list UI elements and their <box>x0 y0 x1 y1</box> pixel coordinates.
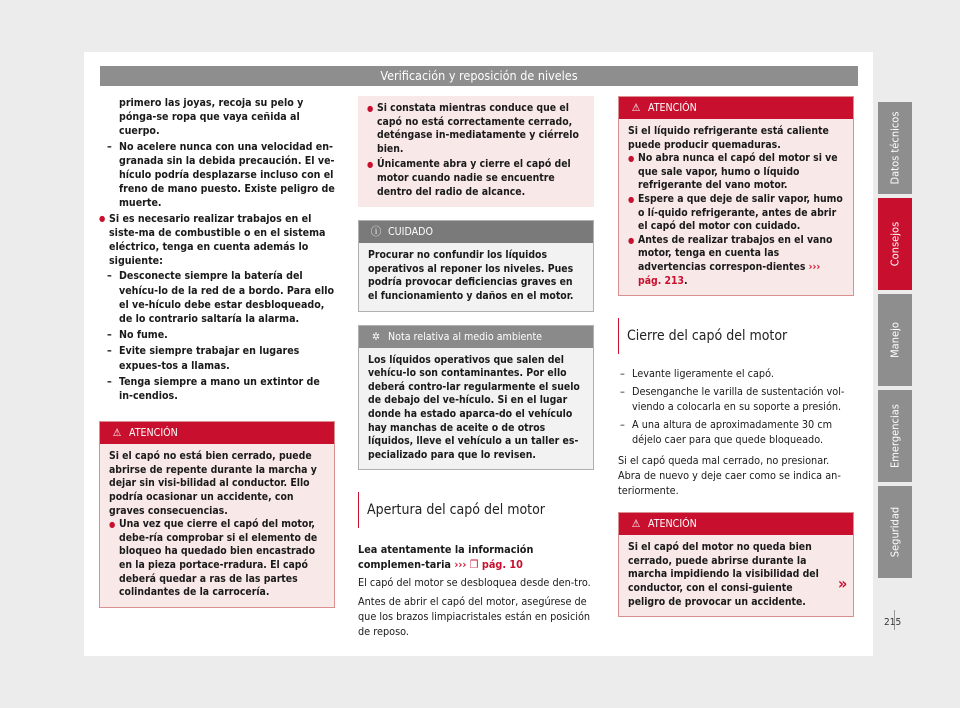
list-item: – A una altura de aproximadamente 30 cm déjelo caer para que quede bloqueado. <box>618 417 854 447</box>
lead-paragraph <box>358 542 594 572</box>
list-item: ● Si es necesario realizar trabajos en el siste-ma de combustible o en el sistema eléctrico, tenga en cuenta además lo siguiente: <box>99 212 335 269</box>
list-item-text: Antes de realizar trabajos en el vano motor, tenga en cuenta las advertencias correspon-dientes <box>638 233 833 273</box>
warning-title: ATENCIÓN <box>648 102 697 114</box>
list-item: ● Antes de realizar trabajos en el vano motor, tenga en cuenta las advertencias correspon-dientes ››› pág. 213. <box>628 234 844 288</box>
warning-text: Si el líquido refrigerante está caliente puede producir quemaduras. <box>628 125 829 151</box>
arrow-icon: ››› <box>808 260 821 273</box>
column-1 <box>99 96 335 608</box>
section-title: Apertura del capó del motor <box>367 502 545 519</box>
column-3 <box>618 96 854 617</box>
environment-header <box>359 326 593 348</box>
paragraph: Si el capó queda mal cerrado, no presionar. Abra de nuevo y deje caer como se indica an-teriormente. <box>618 454 841 498</box>
warning-body <box>619 119 853 295</box>
environment-body: Los líquidos operativos que salen del vehícu-lo son contaminantes. Por ello deberá contro-lar regularmente el suelo de debajo del ve-hículo. Si en el lugar donde ha estado aparca-do el vehículo hay manchas de aceite o de otros líquidos, lleve el vehículo a un taller es-pecializado para que lo revisen. <box>368 353 580 461</box>
caution-header <box>359 221 593 243</box>
page-header: Verificación y reposición de niveles <box>100 66 858 86</box>
list-item: – Evite siempre trabajar en lugares expues-tos a llamas. <box>99 344 335 372</box>
list-item: ● Espere a que deje de salir vapor, humo o lí-quido refrigerante, antes de abrir el capó del motor con cuidado. <box>628 193 844 234</box>
tab-label: Datos técnicos <box>888 111 902 185</box>
list-item: – Desenganche le varilla de sustentación vol-viendo a colocarla en su soporte a presión. <box>618 384 854 414</box>
book-icon: ❐ <box>469 558 479 572</box>
list-item: – Levante ligeramente el capó. <box>618 366 854 381</box>
section-title: Cierre del capó del motor <box>627 328 788 345</box>
warning-icon: ⚠ <box>631 518 641 531</box>
list-item: ● Si constata mientras conduce que el capó no está correctamente cerrado, deténgase in-mediatamente y ciérrelo bien. <box>367 102 585 156</box>
tab-emergencias[interactable] <box>878 390 912 482</box>
warning-box <box>99 421 335 608</box>
warning-title: ATENCIÓN <box>648 518 697 531</box>
tab-consejos[interactable] <box>878 198 912 290</box>
arrow-icon: ››› <box>454 558 467 572</box>
page-number: 215 <box>884 617 902 628</box>
list-item: ● Una vez que cierre el capó del motor, debe-ría comprobar si el elemento de bloqueo ha quedado bien encastrado en la pieza portace-rradura. El capó deberá quedar a ras de las partes colindantes de la carrocería. <box>109 518 325 600</box>
list-item: ● No abra nunca el capó del motor si ve que sale vapor, humo o líquido refrigerante del vano motor. <box>628 152 844 193</box>
list-item: – Tenga siempre a mano un extintor de in-cendios. <box>99 375 335 403</box>
warning-body <box>100 444 334 607</box>
tab-manejo[interactable] <box>878 294 912 386</box>
lead-text: Lea atentamente la información complemen-taria <box>358 543 534 572</box>
column-2 <box>358 96 594 639</box>
warning-title: ATENCIÓN <box>129 427 178 440</box>
warning-box <box>618 96 854 296</box>
tab-label: Manejo <box>888 322 902 358</box>
tab-label: Consejos <box>888 221 902 267</box>
warning-header <box>619 513 853 535</box>
list-item: – No fume. <box>99 328 335 342</box>
warning-text: Si el capó no está bien cerrado, puede abrirse de repente durante la marcha y dejar sin visi-bilidad al conductor. Ello podría ocasionar un accidente, con graves consecuencias. <box>109 450 317 517</box>
warning-continuation <box>358 96 594 207</box>
continue-icon: » <box>838 574 848 593</box>
section-heading <box>358 492 594 528</box>
caution-box <box>358 220 594 311</box>
warning-header <box>619 97 853 119</box>
tab-label: Emergencias <box>888 404 902 468</box>
warning-box <box>618 512 854 617</box>
list-item: – No acelere nunca con una velocidad en-granada sin la debida precaución. El ve-hículo podría desplazarse incluso con el freno de mano puesto. Existe peligro de muerte. <box>99 140 335 211</box>
caution-body: Procurar no confundir los líquidos operativos al reponer los niveles. Pues podría provocar deficiencias graves en el funcionamiento y daños en el motor. <box>368 249 574 302</box>
intro-text: primero las joyas, recoja su pelo y pónga-se ropa que vaya ceñida al cuerpo. <box>119 97 304 138</box>
paragraph: Antes de abrir el capó del motor, asegúrese de que los brazos limpiacristales están en posición de reposo. <box>358 595 591 639</box>
list-item: ● Únicamente abra y cierre el capó del motor cuando nadie se encuentre dentro del radio de alcance. <box>367 158 585 199</box>
warning-body: Si el capó del motor no queda bien cerrado, puede abrirse durante la marcha impidiendo la visibilidad del conductor, con el consi-guiente peligro de provocar un accidente. <box>628 541 819 608</box>
environment-title: Nota relativa al medio ambiente <box>388 330 543 343</box>
section-heading <box>618 318 854 354</box>
page-link[interactable]: pág. 213 <box>638 274 685 287</box>
tab-seguridad[interactable] <box>878 486 912 578</box>
list-item: – Desconecte siempre la batería del vehícu-lo de la red de a bordo. Para ello el ve-hículo debe estar desbloqueado, de lo contrario saltaría la alarma. <box>99 269 335 326</box>
warning-icon: ⚠ <box>112 427 122 440</box>
tab-datos-tecnicos[interactable] <box>878 102 912 194</box>
tab-label: Seguridad <box>888 506 902 558</box>
info-circle-icon: ⓘ <box>370 226 382 239</box>
leaf-icon: ✲ <box>372 330 380 343</box>
warning-icon: ⚠ <box>631 102 641 114</box>
warning-header <box>100 422 334 444</box>
page-link[interactable]: pág. 10 <box>481 558 523 572</box>
environment-box <box>358 325 594 471</box>
paragraph: El capó del motor se desbloquea desde den-tro. <box>358 576 591 590</box>
caution-title: CUIDADO <box>388 226 433 239</box>
